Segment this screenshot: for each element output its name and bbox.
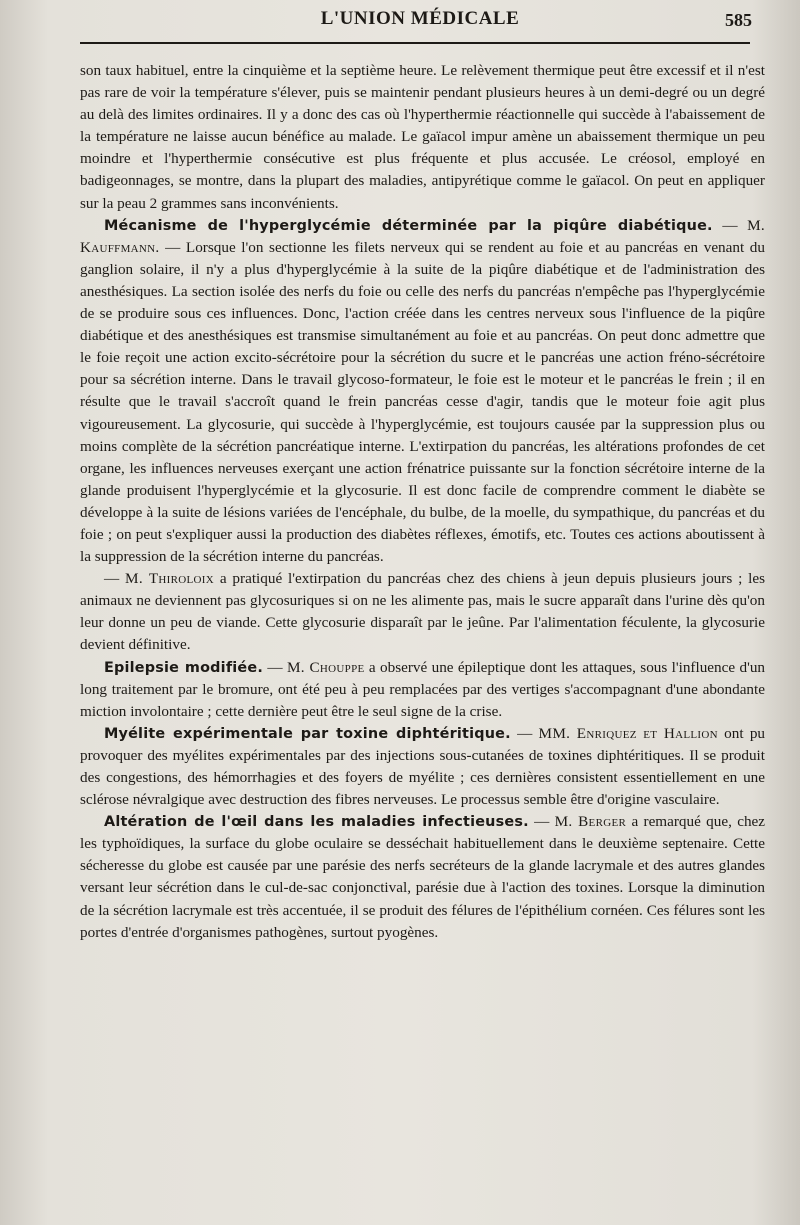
section-heading: Epilepsie modifiée. xyxy=(104,659,263,676)
paragraph-myelitis xyxy=(80,723,765,811)
paragraph-text: Lorsque l'on sectionne les filets nerveux qui se rendent au foie et au pancréas en venant du ganglion solaire, il n'y a plus d'hyperglycémie à la suite de la piqûre diabétique et de l'administration des anesthésiques. La section isolée des nerfs du foie ou celle des nerfs du pancréas n'empêche pas l'hyperglycémie de se produire sous ces influences. Donc, l'action créée dans les centres nerveux sous l'influence de la piqûre diabétique et des anesthésiques est transmise simultanément au foie et au pancréas. On peut donc admettre que le foie reçoit une action excito-sécrétoire pour la sécrétion du sucre et le pancréas une action fréno-sécrétoire pour sa sécrétion interne. Dans le travail glycoso-formateur, le foie est le moteur et le pancréas le frein ; il en résulte que le travail s'accroît quand le frein pancréas cesse d'agir, tandis que le moteur foie agit plus vigoureusement. La glycosurie, qui succède à l'hyperglycémie, est toujours causée par la suppression plus ou moins complète de la sécrétion pancréatique interne. L'extirpation du pancréas, les altérations profondes de cet organe, les influences nerveuses exerçant une action frénatrice puissante sur la fonction sécrétoire interne de la glande produisent l'hyperglycémie et la glycosurie. Il est donc facile de comprendre comment le diabète se développe à la suite de lésions variées de l'encéphale, du bulbe, de la moelle, du sympathique, du pancréas et du foie ; on peut s'expliquer aussi la production des diabètes réflexes, émotifs, etc. Toutes ces actions aboutissent à la suppression de la sécrétion interne du pancréas. xyxy=(80,238,765,566)
author-dash: — xyxy=(165,238,186,256)
page-number: 585 xyxy=(725,10,752,30)
author-name: M. Kauffmann. xyxy=(80,216,765,256)
author-name: M. Berger xyxy=(554,813,627,831)
paragraph-text: a pratiqué l'extirpation du pancréas chez des chiens à jeun depuis plusieurs jours ; les animaux ne deviennent pas glycosuriques si on ne les alimente pas, mais le sucre apparaît dans l'urine dès qu'on leur donne un peu de viande. Cette glycosurie disparaît par le jeûne. Par l'alimentation féculente, la glycosurie devient définitive. xyxy=(80,570,766,654)
section-heading: Altération de l'œil dans les maladies infectieuses. xyxy=(104,814,529,831)
paragraph-text: a observé une épileptique dont les attaques, sous l'influence d'un long traitement par le bromure, ont été peu à peu remplacées par des vertiges s'accompagnant d'une abondante miction involontaire ; cette dernière peut être le seul signe de la crise. xyxy=(80,658,766,720)
paragraph-hyperglycemia xyxy=(80,215,765,569)
author-name: M. Chouppe xyxy=(286,658,365,676)
paragraph-eye-alteration xyxy=(80,811,765,944)
heading-dash: — xyxy=(267,658,287,676)
paragraph-continuation xyxy=(80,60,765,215)
heading-dash: — xyxy=(517,724,539,742)
running-title: L'UNION MÉDICALE xyxy=(320,8,520,29)
paragraph-thiroloix xyxy=(80,568,765,656)
heading-dash: — xyxy=(534,813,555,831)
paragraph-text: ont pu provoquer des myélites expérimentales par des injections sous-cutanées de toxines diphtéritiques. Il se produit des congestions, des hémorrhagies et des foyers de myélite ; ces dernières consistent essentiellement en une sclérose névralgique avec destruction des fibres nerveuses. Le processus semble être d'origine vasculaire. xyxy=(80,724,766,809)
article-body xyxy=(80,60,765,944)
paragraph-text: son taux habituel, entre la cinquième et la septième heure. Le relèvement thermique peut être excessif et il n'est pas rare de voir la température s'élever, puis se maintenir pendant plusieurs heures à un demi-degré ou un degré au delà des limites ordinaires. Il y a donc des cas où l'hyperthermie réactionnelle qui succède à l'abaissement de la température ne laisse aucun bénéfice au malade. Le gaïacol impur amène un abaissement thermique un peu moindre et l'hyperthermie consécutive est plus fréquente et plus accusée. Le créosol, employé en badigeonnages, se montre, dans la plupart des maladies, antipyrétique comme le gaïacol. On peut en appliquer sur la peau 2 grammes sans inconvénients. xyxy=(80,62,765,212)
page-header xyxy=(80,6,760,36)
heading-dash: — xyxy=(722,216,748,234)
lead-dash: — xyxy=(104,570,126,588)
header-rule xyxy=(80,42,750,44)
paragraph-text: a remarqué que, chez les typhoïdiques, la surface du globe oculaire se desséchait habituellement dans le deuxième septenaire. Cette sécheresse du globe est causée par une parésie des nerfs secréteurs de la glande lacrymale et des autres glandes versant leur sécrétion dans le cul-de-sac conjonctival, parésie due à l'action des toxines. Lorsque la diminution de la sécrétion lacrymale est très accentuée, il se produit des félures de l'épithélium cornéen. Ces félures sont les portes d'entrée d'organismes pathogènes, surtout pyogènes. xyxy=(80,813,766,941)
section-heading: Myélite expérimentale par toxine diphtéritique. xyxy=(104,725,511,742)
author-name: MM. Enriquez et Hallion xyxy=(538,724,718,742)
section-heading: Mécanisme de l'hyperglycémie déterminée par la piqûre diabétique. xyxy=(104,217,713,234)
author-name: M. Thiroloix xyxy=(125,570,214,588)
paragraph-epilepsy xyxy=(80,657,765,723)
